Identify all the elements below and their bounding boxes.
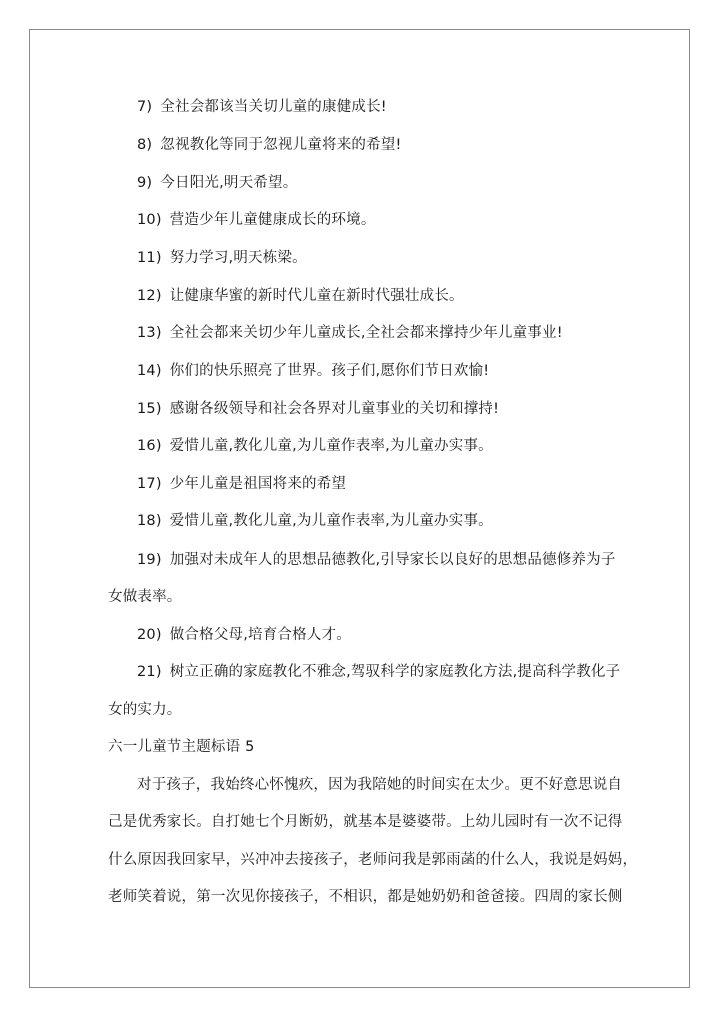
item-number: 16) xyxy=(137,438,162,454)
paragraph-line: 对于孩子，我始终心怀愧疚，因为我陪她的时间实在太少。更不好意思说自 xyxy=(137,777,623,793)
item-number: 17) xyxy=(137,476,162,492)
item-number: 19) xyxy=(137,552,162,568)
item-text: 努力学习,明天栋梁。 xyxy=(169,250,307,266)
item-text: 全社会都该当关切儿童的康健成长! xyxy=(160,99,387,115)
item-text: 营造少年儿童健康成长的环境。 xyxy=(169,212,376,228)
item-text: 今日阳光,明天希望。 xyxy=(160,175,298,191)
item-number: 7) xyxy=(137,99,153,115)
list-item xyxy=(137,286,464,306)
list-item xyxy=(137,248,307,268)
item-text: 让健康华蜜的新时代儿童在新时代强壮成长。 xyxy=(169,288,464,304)
item-number: 9) xyxy=(137,175,153,191)
list-item xyxy=(137,625,351,645)
list-item xyxy=(137,173,297,193)
list-item xyxy=(137,511,493,531)
list-item-continuation: 女的实力。 xyxy=(108,702,182,718)
page-border xyxy=(29,29,690,988)
item-number: 18) xyxy=(137,513,162,529)
list-item xyxy=(137,474,346,494)
list-item xyxy=(137,550,616,570)
item-number: 15) xyxy=(137,401,162,417)
item-number: 21) xyxy=(137,664,162,680)
item-text: 忽视教化等同于忽视儿童将来的希望! xyxy=(160,137,402,153)
item-text: 爱惜儿童,教化儿童,为儿童作表率,为儿童办实事。 xyxy=(169,513,493,529)
item-number: 13) xyxy=(137,325,162,341)
list-item xyxy=(137,399,499,419)
paragraph-line: 己是优秀家长。自打她七个月断奶，就基本是婆婆带。上幼儿园时有一次不记得 xyxy=(108,814,623,830)
item-number: 8) xyxy=(137,137,153,153)
item-text: 少年儿童是祖国将来的希望 xyxy=(169,476,347,492)
item-text: 树立正确的家庭教化不雅念,驾驭科学的家庭教化方法,提高科学教化子 xyxy=(169,664,621,680)
item-text: 加强对未成年人的思想品德教化,引导家长以良好的思想品德修养为子 xyxy=(169,552,616,568)
item-number: 14) xyxy=(137,363,162,379)
item-text: 感谢各级领导和社会各界对儿童事业的关切和撑持! xyxy=(169,401,500,417)
item-number: 20) xyxy=(137,627,162,643)
list-item xyxy=(137,135,402,155)
paragraph-line: 老师笑着说，第一次见你接孩子，不相识，都是她奶奶和爸爸接。四周的家长侧 xyxy=(108,889,623,905)
list-item xyxy=(137,97,387,117)
item-text: 全社会都来关切少年儿童成长,全社会都来撑持少年儿童事业! xyxy=(169,325,563,341)
item-number: 12) xyxy=(137,288,162,304)
item-text: 做合格父母,培育合格人才。 xyxy=(169,627,351,643)
paragraph-line: 什么原因我回家早，兴冲冲去接孩子，老师问我是郭雨菡的什么人，我说是妈妈， xyxy=(108,852,638,868)
list-item xyxy=(137,210,376,230)
list-item xyxy=(137,323,563,343)
list-item xyxy=(137,436,493,456)
item-number: 11) xyxy=(137,250,162,266)
item-text: 爱惜儿童,教化儿童,为儿童作表率,为儿童办实事。 xyxy=(169,438,493,454)
item-number: 10) xyxy=(137,212,162,228)
section-heading: 六一儿童节主题标语 5 xyxy=(108,739,255,755)
list-item-continuation: 女做表率。 xyxy=(108,589,182,605)
list-item xyxy=(137,361,489,381)
list-item xyxy=(137,662,620,682)
item-text: 你们的快乐照亮了世界。孩子们,愿你们节日欢愉! xyxy=(169,363,490,379)
